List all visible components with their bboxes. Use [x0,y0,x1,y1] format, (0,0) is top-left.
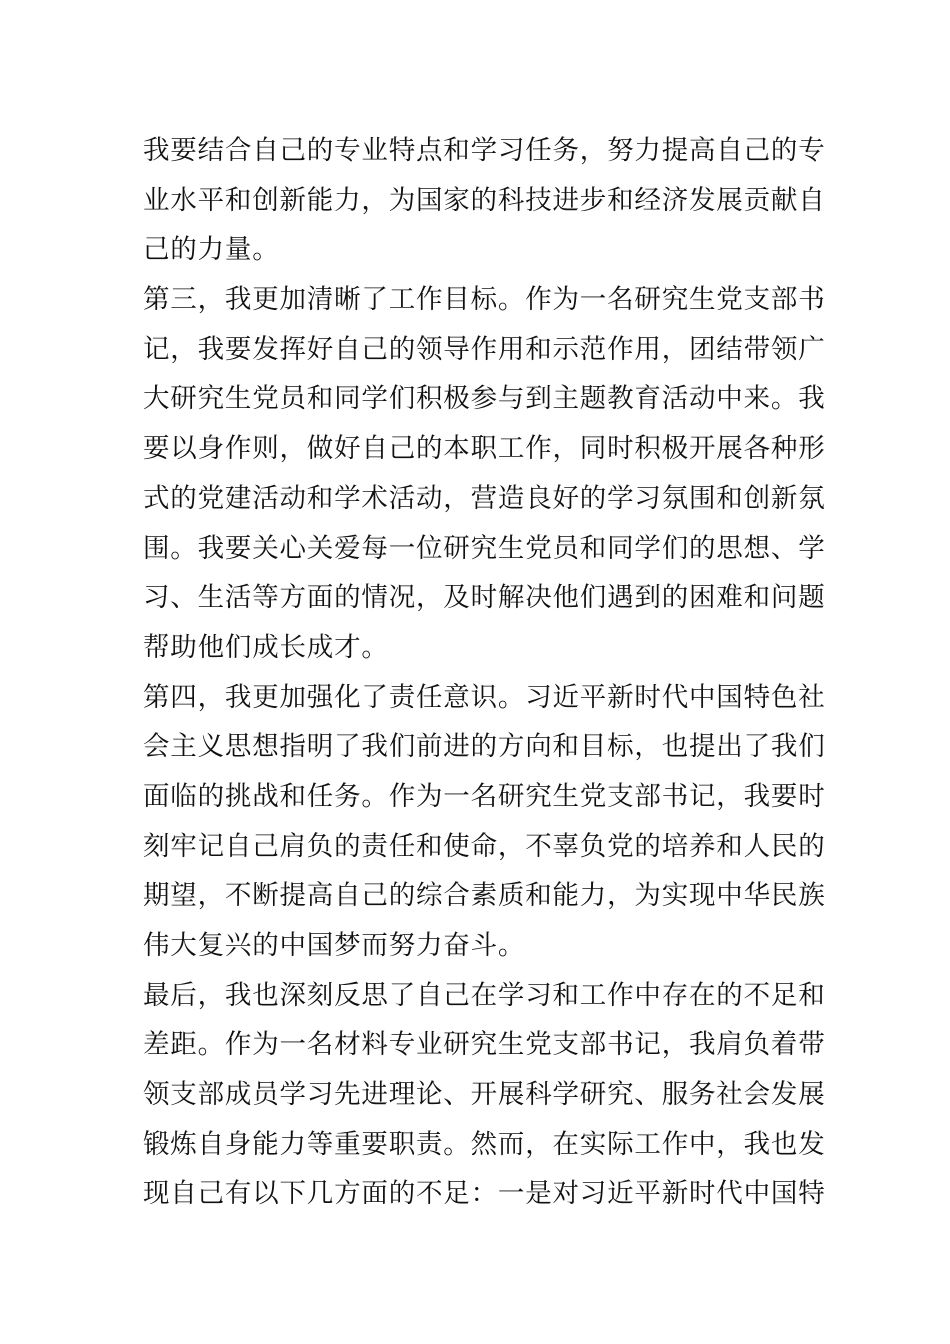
text-line: 式的党建活动和学术活动，营造良好的学习氛围和创新氛 [143,482,826,514]
text-line: 围。我要关心关爱每一位研究生党员和同学们的思想、学 [143,532,826,564]
text-line: 期望，不断提高自己的综合素质和能力，为实现中华民族 [143,880,826,912]
text-line: 第四，我更加强化了责任意识。习近平新时代中国特色社 [143,681,826,713]
text-line: 刻牢记自己肩负的责任和使命，不辜负党的培养和人民的 [143,830,826,862]
text-line: 要以身作则，做好自己的本职工作，同时积极开展各种形 [143,433,826,465]
text-line: 伟大复兴的中国梦而努力奋斗。 [143,930,526,961]
text-line: 业水平和创新能力，为国家的科技进步和经济发展贡献自 [143,184,826,216]
text-line: 习、生活等方面的情况，及时解决他们遇到的困难和问题 [143,582,826,614]
text-line: 第三，我更加清晰了工作目标。作为一名研究生党支部书 [143,284,826,316]
text-line: 差距。作为一名材料专业研究生党支部书记，我肩负着带 [143,1029,826,1061]
text-line: 现自己有以下几方面的不足：一是对习近平新时代中国特 [143,1178,826,1210]
text-line: 我要结合自己的专业特点和学习任务，努力提高自己的专 [143,135,826,166]
text-line: 锻炼自身能力等重要职责。然而，在实际工作中，我也发 [143,1128,826,1160]
text-line: 面临的挑战和任务。作为一名研究生党支部书记，我要时 [143,780,826,812]
text-line: 最后，我也深刻反思了自己在学习和工作中存在的不足和 [143,979,826,1011]
body-text [143,126,826,1219]
text-line: 大研究生党员和同学们积极参与到主题教育活动中来。我 [143,383,826,415]
text-line: 己的力量。 [143,234,280,266]
text-line: 记，我要发挥好自己的领导作用和示范作用，团结带领广 [143,333,826,365]
text-line: 领支部成员学习先进理论、开展科学研究、服务社会发展 [143,1079,826,1111]
text-line: 会主义思想指明了我们前进的方向和目标，也提出了我们 [143,731,826,763]
text-line: 帮助他们成长成才。 [143,631,389,663]
